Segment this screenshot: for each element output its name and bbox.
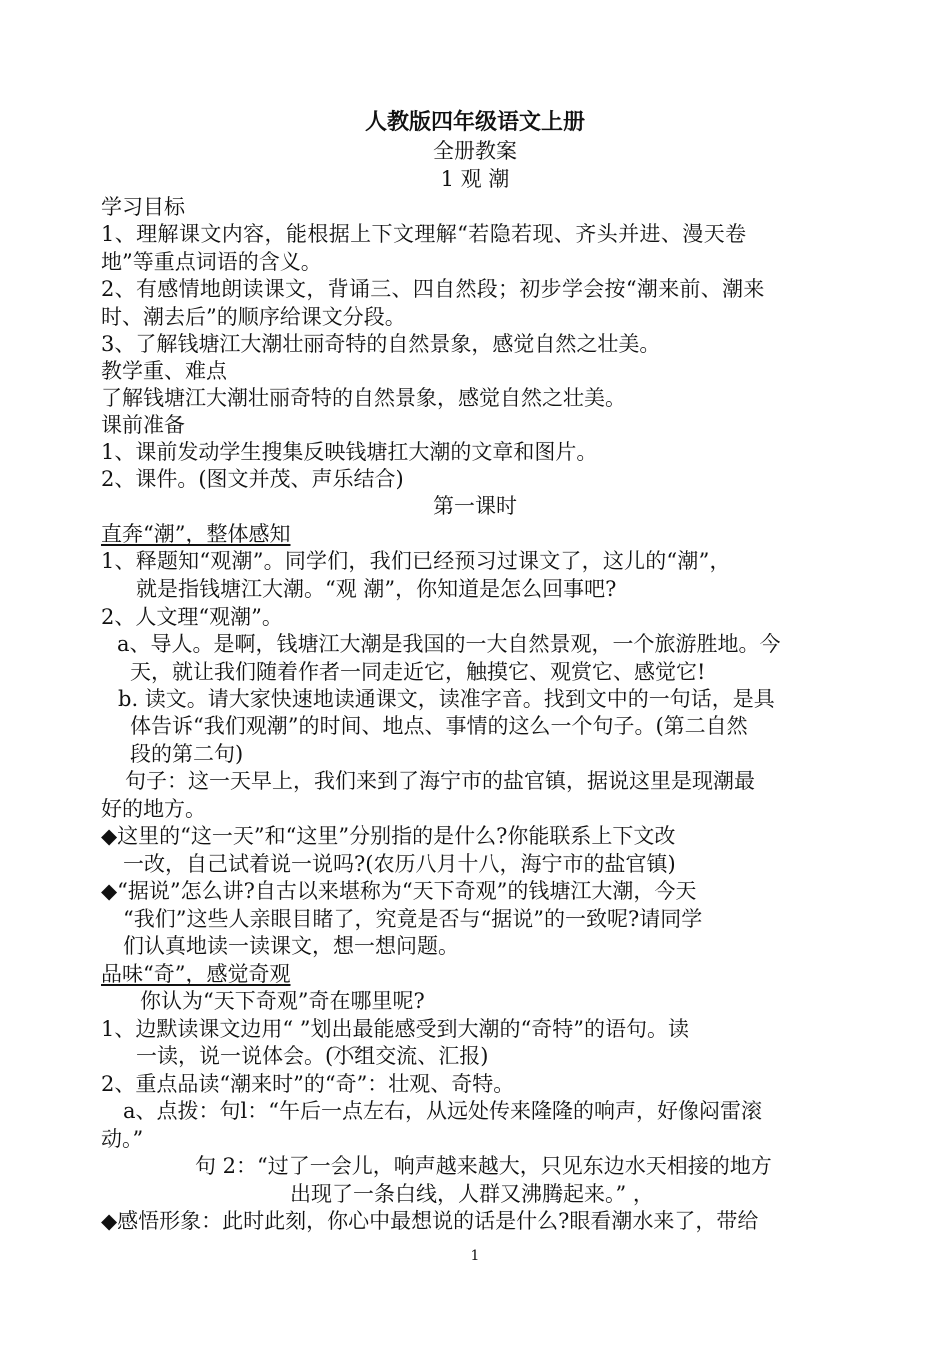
text-line: b. 读文。请大家快速地读通课文，读准字音。找到文中的一句话，是具 <box>118 687 775 711</box>
text-line: 段的第二句) <box>130 742 244 766</box>
section-heading-preparation: 课前准备 <box>101 413 185 437</box>
bullet-line: ◆感悟形象：此时此刻，你心中最想说的话是什么?眼看潮水来了，带给 <box>101 1209 759 1233</box>
section-heading-objectives: 学习目标 <box>101 195 185 219</box>
text-line: 1、理解课文内容，能根据上下文理解“若隐若现、齐头并进、漫天卷 <box>101 222 747 246</box>
text-line: 1、边默读课文边用“ ”划出最能感受到大潮的“奇特”的语句。读 <box>101 1017 689 1041</box>
text-line: 1、释题知“观潮”。同学们，我们已经预习过课文了，这儿的“潮”， <box>101 549 731 573</box>
text-line: 2、课件。(图文并茂、声乐结合) <box>101 467 404 491</box>
lesson-title: 1 观 潮 <box>440 167 510 191</box>
subheading-overall-perception: 直奔“潮”，整体感知 <box>101 522 291 546</box>
subheading-savor-wonder: 品味“奇”，感觉奇观 <box>101 962 291 986</box>
text-line: 天，就让我们随着作者一同走近它，触摸它、观赏它、感觉它! <box>130 660 706 684</box>
text-line: a、点拨：句l：“午后一点左右，从远处传来隆隆的响声，好像闷雷滚 <box>123 1099 762 1123</box>
text-line: 好的地方。 <box>101 797 206 821</box>
text-line: a、导人。是啊，钱塘江大潮是我国的一大自然景观，一个旅游胜地。今 <box>117 632 781 656</box>
text-line: 时、潮去后”的顺序给课文分段。 <box>101 305 406 329</box>
document-subtitle: 全册教案 <box>433 139 517 163</box>
text-line: 1、课前发动学生搜集反映钱塘扛大潮的文章和图片。 <box>101 440 598 464</box>
text-line: 3、了解钱塘江大潮壮丽奇特的自然景象，感觉自然之壮美。 <box>101 332 661 356</box>
text-line: 体告诉“我们观潮”的时间、地点、事情的这么一个句子。(第二自然 <box>130 714 748 738</box>
period-heading: 第一课时 <box>433 494 517 518</box>
text-line: 地”等重点词语的含义。 <box>101 250 322 274</box>
text-line: 了解钱塘江大潮壮丽奇特的自然景象，感觉自然之壮美。 <box>101 386 626 410</box>
document-title: 人教版四年级语文上册 <box>364 109 585 135</box>
text-line: “我们”这些人亲眼目睹了，究竟是否与“据说”的一致呢?请同学 <box>123 907 703 931</box>
text-line: 2、重点品读“潮来时”的“奇”：壮观、奇特。 <box>101 1072 515 1096</box>
text-line: 一读，说一说体会。(小组交流、汇报) <box>136 1044 489 1068</box>
text-line: 出现了一条白线，人群又沸腾起来。” ， <box>290 1182 654 1206</box>
text-line: 你认为“天下奇观”奇在哪里呢? <box>140 989 425 1013</box>
text-line: 们认真地读一读课文，想一想问题。 <box>123 934 459 958</box>
text-line: 就是指钱塘江大潮。“观 潮”，你知道是怎么回事吧? <box>136 577 617 601</box>
text-line: 2、有感情地朗读课文，背诵三、四自然段；初步学会按“潮来前、潮来 <box>101 277 765 301</box>
text-line: 句 2：“过了一会儿，响声越来越大，只见东边水天相接的地方 <box>195 1154 772 1178</box>
text-line: 句子：这一天早上，我们来到了海宁市的盐官镇，据说这里是现潮最 <box>125 769 755 793</box>
bullet-line: ◆这里的“这一天”和“这里”分别指的是什么?你能联系上下文改 <box>101 824 676 848</box>
text-line: 一改，自己试着说一说吗?(农历八月十八，海宁市的盐官镇) <box>123 852 676 876</box>
section-heading-key-points: 教学重、难点 <box>101 359 227 383</box>
text-line: 动。” <box>101 1127 144 1151</box>
page-number: 1 <box>470 1248 480 1264</box>
text-line: 2、人文理“观潮”。 <box>101 605 283 629</box>
bullet-line: ◆“据说”怎么讲?自古以来堪称为“天下奇观”的钱塘江大潮，今天 <box>101 879 697 903</box>
